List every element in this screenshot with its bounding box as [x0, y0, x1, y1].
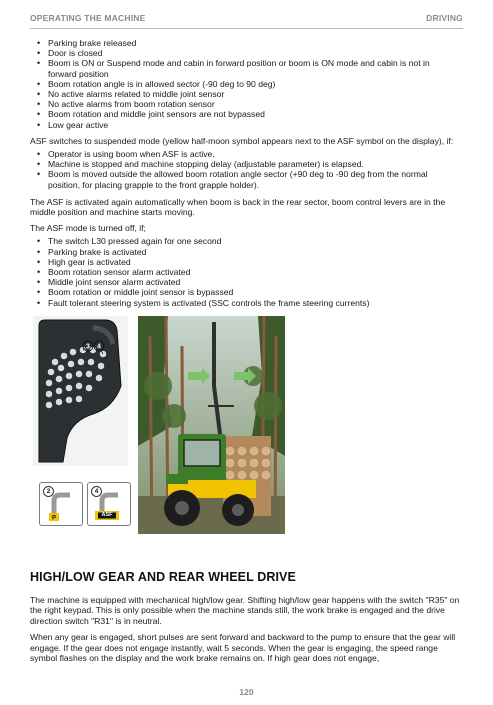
- icon-box-4: [87, 482, 131, 526]
- list-item: • Boom is ON or Suspend mode and cabin in forward position or boom is ON mode and cabin is not in forward position: [48, 58, 460, 78]
- section-body: [30, 595, 460, 663]
- list-item: • Door is closed: [48, 48, 460, 58]
- list-item: • No active alarms from boom rotation sensor: [48, 99, 460, 109]
- list-item: • No active alarms related to middle joint sensor: [48, 89, 460, 99]
- reactivate-text: The ASF is activated again automatically when boom is back in the rear sector, boom control levers are in the middle position and machine starts moving.: [30, 196, 446, 218]
- list-item: • High gear is activated: [48, 257, 460, 267]
- list-item: • Boom rotation angle is in allowed sector (-90 deg to 90 deg): [48, 79, 460, 89]
- keypad-illustration: [33, 316, 128, 466]
- suspend-list: [30, 149, 460, 190]
- suspend-intro: ASF switches to suspended mode (yellow half-moon symbol appears next to the ASF symbol on the display), if:: [30, 135, 454, 146]
- list-item: • Boom rotation or middle joint sensor is bypassed: [48, 287, 460, 297]
- list-item: • Middle joint sensor alarm activated: [48, 277, 460, 287]
- forwarder-photo: [138, 316, 285, 534]
- list-item: • Boom is moved outside the allowed boom rotation angle sector (+90 deg to -90 deg from the normal position, for placing grapple to the front grapple holder).: [48, 169, 460, 189]
- figure-area: [33, 316, 293, 534]
- icon-box-2: [39, 482, 83, 526]
- callout-3: 3: [86, 343, 90, 351]
- main-content: [30, 38, 460, 308]
- forwarder-machine-image: [138, 316, 285, 534]
- list-item: • Boom rotation and middle joint sensors are not bypassed: [48, 109, 460, 119]
- paragraph: The machine is equipped with mechanical high/low gear. Shifting high/low gear happens with the switch "R35" on the right keypad. This is only possible when the machine stands still, the work brake is engaged and the drive direction switch "R31" is in neutral.: [30, 595, 460, 626]
- conditions-list: [30, 38, 460, 130]
- list-item: • Machine is stopped and machine stopping delay (adjustable parameter) is elapsed.: [48, 159, 460, 169]
- asf-label: ASF: [101, 512, 113, 518]
- list-item: • Fault tolerant steering system is activated (SSC controls the frame steering currents): [48, 298, 460, 308]
- header-rule: [30, 28, 463, 29]
- page-number: 120: [239, 687, 254, 697]
- page-header: [30, 13, 463, 27]
- icon-box-2-number: 2: [43, 486, 54, 497]
- list-item: • Operator is using boom when ASF is active.: [48, 149, 460, 159]
- list-item: • Parking brake released: [48, 38, 460, 48]
- list-item: • The switch L30 pressed again for one second: [48, 236, 460, 246]
- off-list: [30, 236, 460, 307]
- header-section: OPERATING THE MACHINE: [30, 13, 146, 23]
- header-chapter: DRIVING: [426, 13, 463, 23]
- icon-box-4-number: 4: [91, 486, 102, 497]
- callout-4: 4: [97, 343, 101, 351]
- keypad-drawing: [33, 316, 128, 466]
- off-intro: The ASF mode is turned off, if;: [30, 223, 146, 234]
- list-item: • Low gear active: [48, 120, 460, 130]
- list-item: • Boom rotation sensor alarm activated: [48, 267, 460, 277]
- paragraph: When any gear is engaged, short pulses are sent forward and backward to the pump to ensure that the gear will engage. If the gear does not engage instantly, wait 5 seconds. When the gear is engaging, the speed range symbol flashes on the display and the work brake remains on. If high gear does not engage,: [30, 632, 456, 664]
- svg-text:P: P: [51, 515, 57, 522]
- list-item: • Parking brake is activated: [48, 247, 460, 257]
- section-title: HIGH/LOW GEAR AND REAR WHEEL DRIVE: [30, 570, 296, 584]
